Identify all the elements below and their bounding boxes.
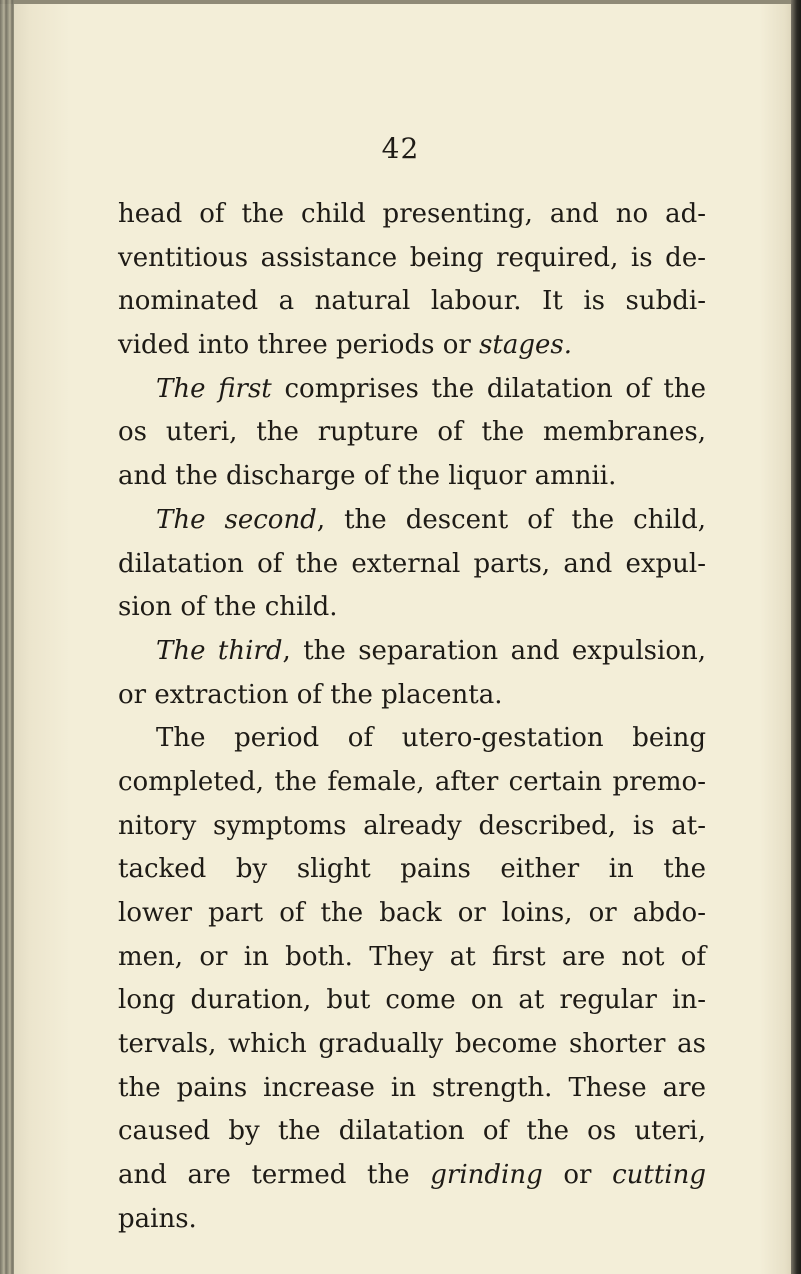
text-span: caused by the dilatation of the os uteri, xyxy=(118,1116,706,1147)
italic-text: The third xyxy=(156,635,283,666)
text-line xyxy=(118,586,706,630)
italic-text: cutting xyxy=(612,1160,706,1191)
body-text xyxy=(118,193,706,1242)
text-span: dilatation of the external parts, and expul- xyxy=(118,548,706,579)
text-line xyxy=(118,717,706,761)
page-number: 42 xyxy=(381,132,420,165)
text-line xyxy=(118,936,706,980)
text-span: comprises the dilatation of the xyxy=(271,373,706,404)
page-top-edge xyxy=(0,0,801,4)
text-line xyxy=(118,848,706,892)
text-line xyxy=(118,1198,706,1242)
text-span: tervals, which gradually become shorter as xyxy=(118,1029,706,1060)
text-line xyxy=(118,324,706,368)
text-line xyxy=(118,630,706,674)
text-line xyxy=(118,1023,706,1067)
text-line xyxy=(118,979,706,1023)
text-line xyxy=(118,193,706,237)
page-binding-edge xyxy=(0,0,14,1274)
text-span: , the separation and expulsion, xyxy=(282,635,706,666)
text-span: nominated a natural labour. It is subdi- xyxy=(118,286,706,317)
text-span: completed, the female, after certain premo- xyxy=(118,766,706,797)
page-right-shadow xyxy=(791,0,801,1274)
text-line xyxy=(118,455,706,499)
text-span: ventitious assistance being required, is de- xyxy=(118,242,706,273)
text-span: and are termed the xyxy=(118,1160,431,1191)
text-span: vided into three periods or xyxy=(118,330,480,361)
text-line xyxy=(118,1067,706,1111)
text-line xyxy=(118,1154,706,1198)
text-span: or extraction of the placenta. xyxy=(118,679,503,710)
text-span: pains. xyxy=(118,1203,197,1234)
text-span: , the descent of the child, xyxy=(316,504,706,535)
text-line xyxy=(118,892,706,936)
text-span: os uteri, the rupture of the membranes, xyxy=(118,417,706,448)
text-span: or xyxy=(542,1160,613,1191)
text-span: the pains increase in strength. These are xyxy=(118,1072,706,1103)
text-line xyxy=(118,411,706,455)
text-span: long duration, but come on at regular in- xyxy=(118,985,706,1016)
text-line xyxy=(118,543,706,587)
text-span: lower part of the back or loins, or abdo- xyxy=(118,898,706,928)
text-line xyxy=(118,280,706,324)
text-span: tacked by slight pains either in the xyxy=(118,854,706,885)
text-line xyxy=(118,237,706,281)
italic-text: stages. xyxy=(479,330,572,361)
text-span: The period of utero-gestation being xyxy=(156,723,706,754)
italic-text: The first xyxy=(156,373,272,404)
text-span: sion of the child. xyxy=(118,592,338,623)
text-line xyxy=(118,805,706,849)
text-line xyxy=(118,674,706,718)
text-span: and the discharge of the liquor amnii. xyxy=(118,461,617,492)
italic-text: The second xyxy=(156,504,317,535)
italic-text: grinding xyxy=(430,1160,543,1191)
text-line xyxy=(118,499,706,543)
text-span: nitory symptoms already described, is at- xyxy=(118,810,706,841)
text-line xyxy=(118,761,706,805)
text-line xyxy=(118,368,706,412)
text-span: men, or in both. They at first are not of xyxy=(118,941,706,972)
text-span: head of the child presenting, and no ad- xyxy=(118,199,706,229)
text-line xyxy=(118,1110,706,1154)
